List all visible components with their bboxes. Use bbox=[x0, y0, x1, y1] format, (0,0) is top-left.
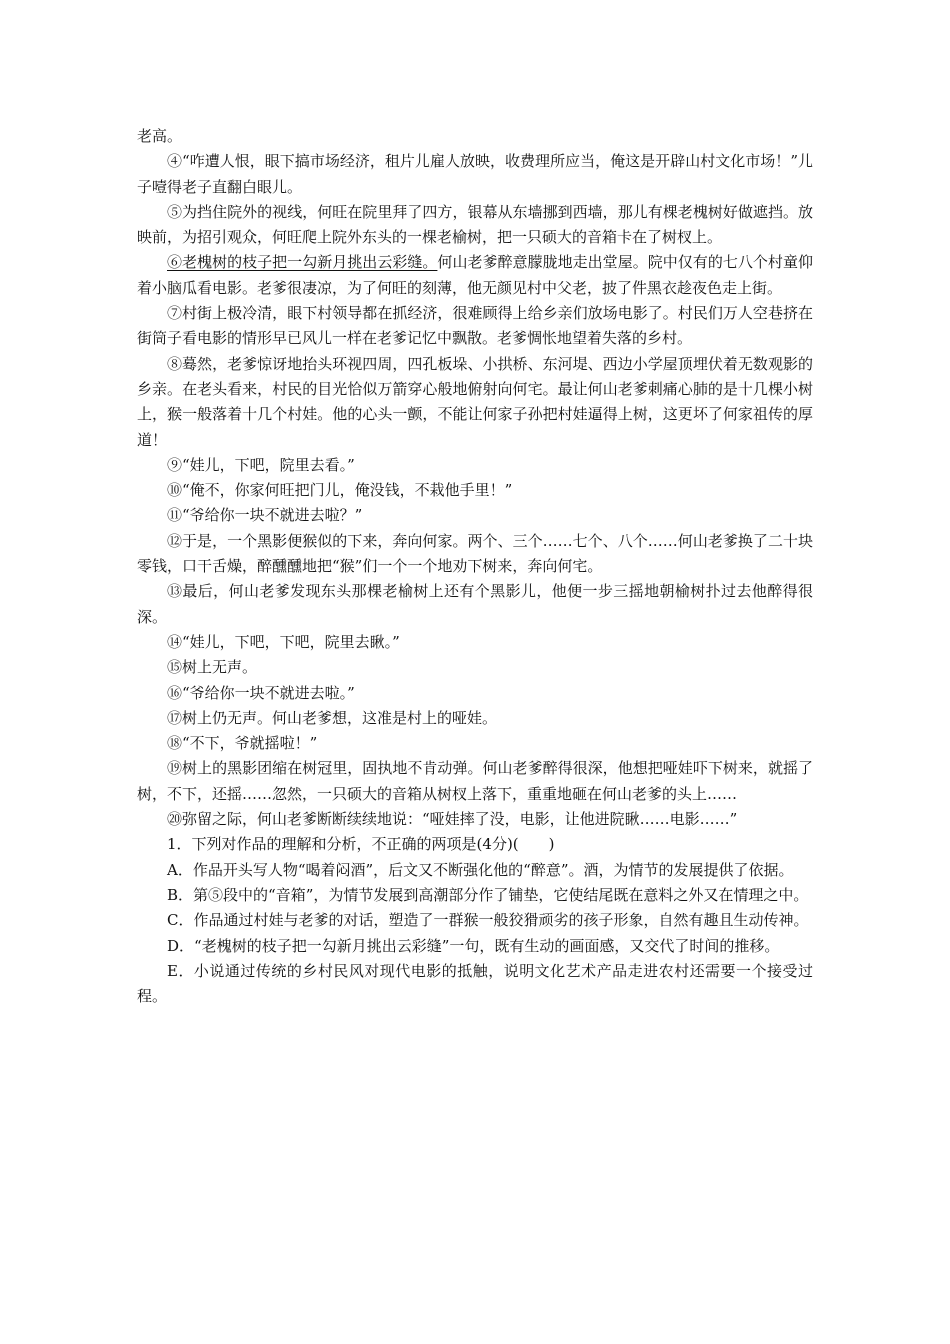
paragraph-4: ④“咋遭人恨，眼下搞市场经济，租片儿雇人放映，收费理所应当，俺这是开辟山村文化市场！”儿子噎得老子直翻白眼儿。 bbox=[137, 152, 813, 196]
paragraph-9: ⑨“娃儿，下吧，院里去看。” bbox=[167, 455, 355, 474]
paragraph-19: ⑲树上的黑影团缩在树冠里，固执地不肯动弹。何山老爹醉得很深，他想把哑娃吓下树来，就摇了树，不下，还摇……忽然，一只硕大的音箱从树杈上落下，重重地砸在何山老爹的头上…… bbox=[137, 759, 813, 803]
paragraph-6-rest: 何山老爹醉意朦胧地走出堂屋。院中仅有的七八个村童仰着小脑瓜看电影。老爹很凄凉，为了何旺的刻薄，他无颜见村中父老，披了件黑衣趁夜色走上街。 bbox=[137, 253, 813, 297]
question-stem: 1．下列对作品的理解和分析，不正确的两项是(4分)( ) bbox=[167, 835, 555, 854]
option-a: A．作品开头写人物“喝着闷酒”，后文又不断强化他的“醉意”。酒，为情节的发展提供了依据。 bbox=[167, 860, 794, 879]
paragraph-17: ⑰树上仍无声。何山老爹想，这准是村上的哑娃。 bbox=[167, 708, 498, 727]
underlined-sentence: ⑥老槐树的枝子把一勾新月挑出云彩缝。 bbox=[167, 253, 438, 272]
paragraph-18: ⑱“不下，爷就摇啦！” bbox=[167, 734, 318, 753]
paragraph-7: ⑦村街上极冷清，眼下村领导都在抓经济，很难顾得上给乡亲们放场电影了。村民们万人空巷挤在街筒子看电影的情形早已风儿一样在老爹记忆中飘散。老爹惆怅地望着失落的乡村。 bbox=[137, 304, 813, 348]
paragraph-11: ⑪“爷给你一块不就进去啦？” bbox=[167, 506, 363, 525]
option-c: C．作品通过村娃与老爹的对话，塑造了一群猴一般狡猾顽劣的孩子形象，自然有趣且生动传神。 bbox=[167, 911, 809, 930]
paragraph-14: ⑭“娃儿，下吧，下吧，院里去瞅。” bbox=[167, 632, 400, 651]
paragraph-8: ⑧蓦然，老爹惊讶地抬头环视四周，四孔板垛、小拱桥、东河堤、西边小学屋顶埋伏着无数观影的乡亲。在老头看来，村民的目光恰似万箭穿心般地俯射向何宅。最让何山老爹刺痛心肺的是十几棵小树上，猴一般落着十几个村娃。他的心头一颤，不能让何家子孙把村娃逼得上树，这更坏了何家祖传的厚道！ bbox=[137, 354, 813, 449]
paragraph-10: ⑩“俺不，你家何旺把门儿，俺没钱，不栽他手里！” bbox=[167, 481, 513, 500]
paragraph-13: ⑬最后，何山老爹发现东头那棵老榆树上还有个黑影儿，他便一步三摇地朝榆树扑过去他醉得很深。 bbox=[137, 582, 813, 626]
option-e: E．小说通过传统的乡村民风对现代电影的抵触，说明文化艺术产品走进农村还需要一个接受过程。 bbox=[137, 961, 813, 1006]
option-d: D．“老槐树的枝子把一勾新月挑出云彩缝”一句，既有生动的画面感，又交代了时间的推移。 bbox=[167, 936, 780, 955]
paragraph-20: ⑳弥留之际，何山老爹断断续续地说：“哑娃摔了没，电影，让他进院瞅……电影……” bbox=[167, 810, 738, 829]
paragraph-12: ⑫于是，一个黑影便猴似的下来，奔向何家。两个、三个……七个、八个……何山老爹换了二十块零钱，口干舌燥，醉醺醺地把“猴”们一个一个地劝下树来，奔向何宅。 bbox=[137, 531, 813, 576]
paragraph-15: ⑮树上无声。 bbox=[167, 658, 258, 677]
document-page bbox=[137, 124, 813, 1009]
paragraph-6 bbox=[137, 250, 813, 301]
paragraph-16: ⑯“爷给你一块不就进去啦。” bbox=[167, 683, 355, 702]
paragraph-intro: 老高。 bbox=[137, 127, 183, 145]
option-b: B．第⑤段中的“音箱”，为情节发展到高潮部分作了铺垫，它使结尾既在意料之外又在情理之中。 bbox=[167, 885, 809, 904]
paragraph-5: ⑤为挡住院外的视线，何旺在院里拜了四方，银幕从东墙挪到西墙，那儿有棵老槐树好做遮挡。放映前，为招引观众，何旺爬上院外东头的一棵老榆树，把一只硕大的音箱卡在了树杈上。 bbox=[137, 202, 813, 247]
